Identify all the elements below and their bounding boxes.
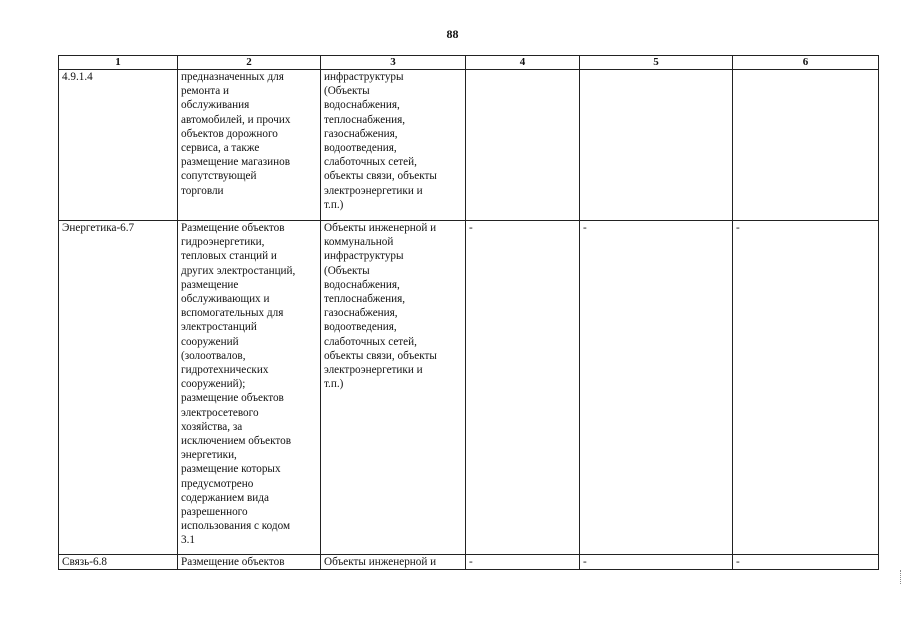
table-row [59, 221, 879, 555]
zoning-table [58, 55, 879, 570]
page-number: 88 [446, 27, 459, 41]
header-cell-6: 6 [733, 56, 879, 70]
header-cell-2: 2 [178, 56, 321, 70]
table-row [59, 555, 879, 570]
row-col5-cell: - [580, 555, 733, 570]
header-cell-4: 4 [466, 56, 580, 70]
header-cell-3: 3 [321, 56, 466, 70]
row-col4-cell: - [466, 555, 580, 570]
row-objects-cell: Объекты инженерной и коммунальной инфраструктуры (Объекты водоснабжения, теплоснабжения, газоснабжения, водоотведения, слаботочных сетей, объекты связи, объекты электроэнергетики и т.п.) [321, 221, 466, 555]
row-description-cell: предназначенных для ремонта и обслуживания автомобилей, и прочих объектов дорожного сервиса, а также размещение магазинов сопутствующей торговли [178, 70, 321, 221]
row-objects-cell: Объекты инженерной и [321, 555, 466, 570]
row-code-cell: Энергетика-6.7 [59, 221, 178, 555]
row-col6-cell [733, 70, 879, 221]
row-description-cell: Размещение объектов гидроэнергетики, тепловых станций и других электростанций, размещение обслуживающих и вспомогательных для электростанций сооружений (золоотвалов, гидротехнических сооружений); размещение объектов электросетевого хозяйства, за исключением объектов энергетики, размещение которых предусмотрено содержанием вида разрешенного использования с кодом 3.1 [178, 221, 321, 555]
row-objects-cell: инфраструктуры (Объекты водоснабжения, теплоснабжения, газоснабжения, водоотведения, слаботочных сетей, объекты связи, объекты электроэнергетики и т.п.) [321, 70, 466, 221]
row-description-cell: Размещение объектов [178, 555, 321, 570]
row-code-cell: Связь-6.8 [59, 555, 178, 570]
header-cell-5: 5 [580, 56, 733, 70]
row-col6-cell: - [733, 555, 879, 570]
row-col4-cell: - [466, 221, 580, 555]
row-col4-cell [466, 70, 580, 221]
row-col5-cell: - [580, 221, 733, 555]
row-col5-cell [580, 70, 733, 221]
header-cell-1: 1 [59, 56, 178, 70]
row-col6-cell: - [733, 221, 879, 555]
table-row [59, 70, 879, 221]
header-row [59, 56, 879, 70]
scan-edge-mark [900, 570, 903, 584]
row-code-cell: 4.9.1.4 [59, 70, 178, 221]
